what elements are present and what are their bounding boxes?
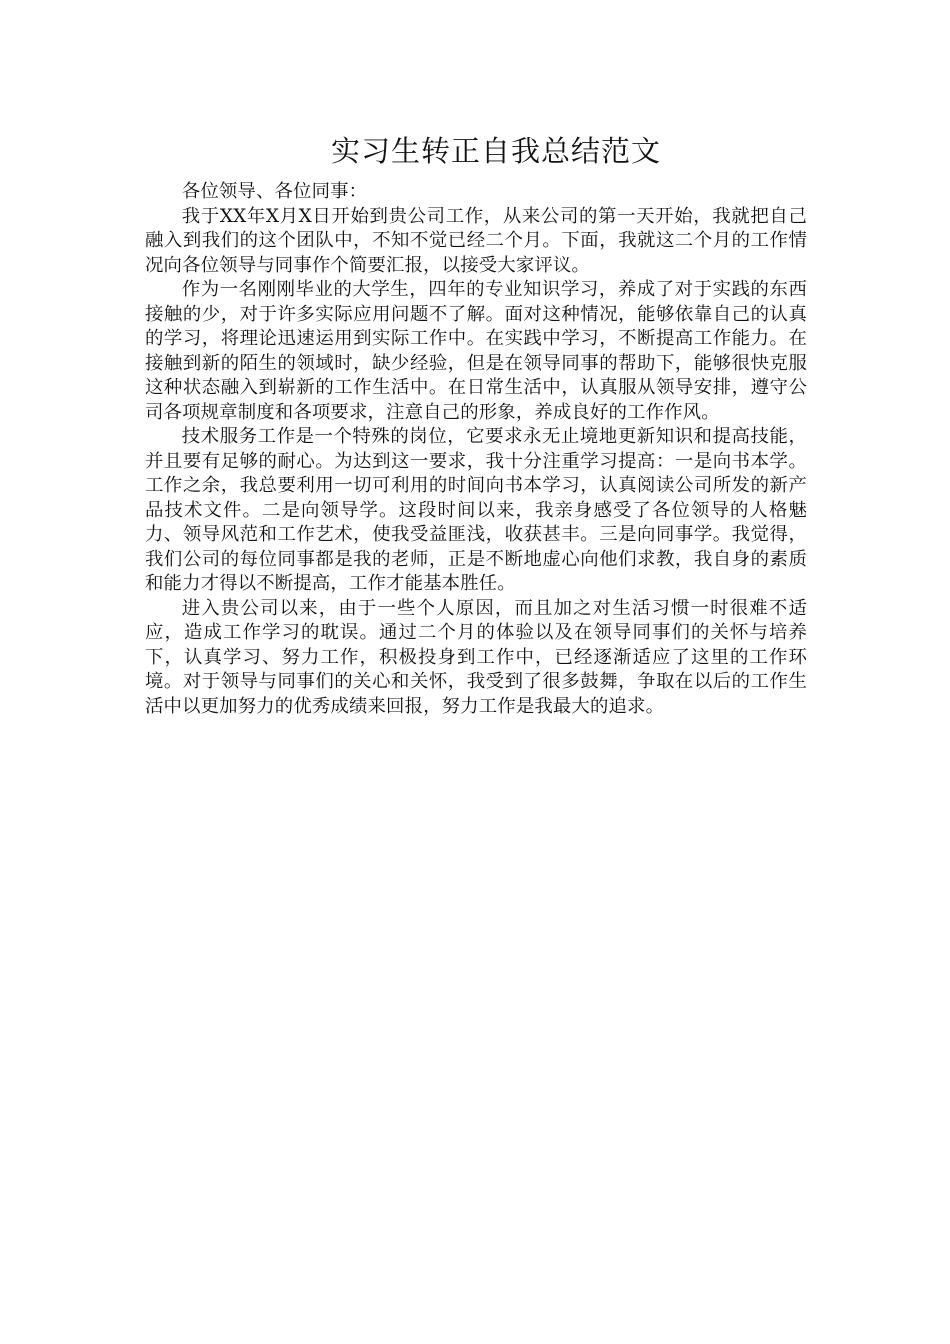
paragraph-2: 作为一名刚刚毕业的大学生，四年的专业知识学习，养成了对于实践的东西接触的少，对于许多实际应用问题不了解。面对这种情况，能够依靠自己的认真的学习，将理论迅速运用到实际工作中。在实践中学习，不断提高工作能力。在接触到新的陌生的领域时，缺少经验，但是在领导同事的帮助下，能够很快克服这种状态融入到崭新的工作生活中。在日常生活中，认真服从领导安排，遵守公司各项规章制度和各项要求，注意自己的形象，养成良好的工作作风。 (145, 279, 807, 423)
document-body (145, 132, 807, 719)
document-title: 实习生转正自我总结范文 (330, 134, 661, 168)
paragraph-1: 我于XX年X月X日开始到贵公司工作，从来公司的第一天开始，我就把自己融入到我们的这个团队中，不知不觉已经二个月。下面，我就这二个月的工作情况向各位领导与同事作个简要汇报，以接受大家评议。 (145, 205, 807, 276)
greeting: 各位领导、各位同事： (181, 181, 368, 202)
paragraph-4: 进入贵公司以来，由于一些个人原因，而且加之对生活习惯一时很难不适应，造成工作学习的耽误。通过二个月的体验以及在领导同事们的关怀与培养下，认真学习、努力工作，积极投身到工作中，已经逐渐适应了这里的工作环境。对于领导与同事们的关心和关怀，我受到了很多鼓舞，争取在以后的工作生活中以更加努力的优秀成绩来回报，努力工作是我最大的追求。 (145, 597, 807, 717)
paragraph-3: 技术服务工作是一个特殊的岗位，它要求永无止境地更新知识和提高技能，并且要有足够的耐心。为达到这一要求，我十分注重学习提高：一是向书本学。工作之余，我总要利用一切可利用的时间向书本学习，认真阅读公司所发的新产品技术文件。二是向领导学。这段时间以来，我亲身感受了各位领导的人格魅力、领导风范和工作艺术，使我受益匪浅，收获甚丰。三是向同事学。我觉得，我们公司的每位同事都是我的老师，正是不断地虚心向他们求教，我自身的素质和能力才得以不断提高，工作才能基本胜任。 (145, 426, 807, 594)
